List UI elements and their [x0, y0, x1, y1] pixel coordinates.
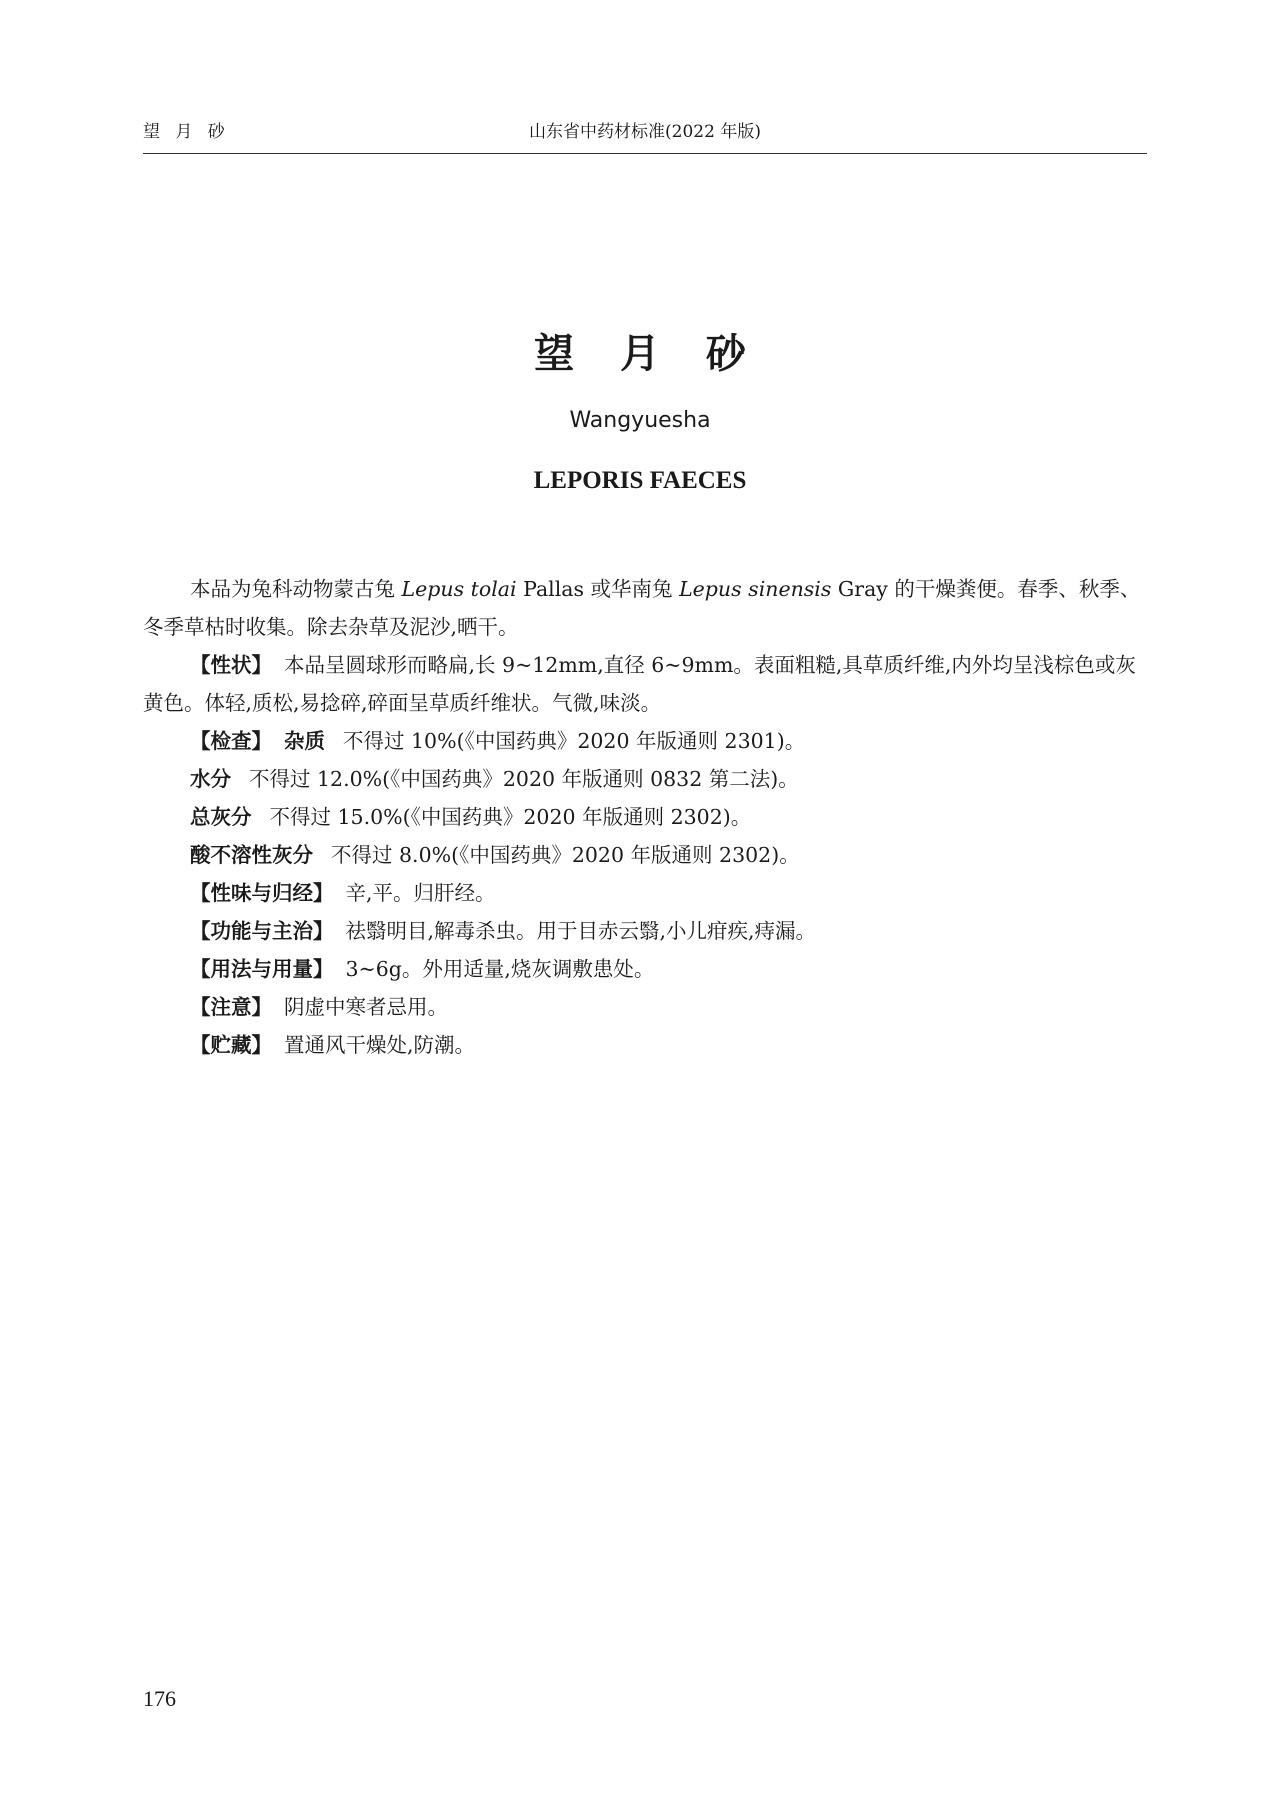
monograph-pinyin: Wangyuesha [569, 408, 711, 433]
impurity-label: 杂质 [284, 729, 325, 753]
monograph-latin-name: LEPORIS FAECES [533, 467, 747, 494]
description-label: 【性状】 [190, 653, 272, 677]
storage-text: 置通风干燥处,防潮。 [284, 1033, 476, 1057]
species-name-1: Lepus tolai [401, 577, 517, 601]
usage-label: 【用法与用量】 [190, 957, 334, 981]
caution-label: 【注意】 [190, 995, 272, 1019]
usage-paragraph [143, 950, 1147, 988]
running-head-book-title: 山东省中药材标准(2022 年版) [529, 122, 761, 142]
nature-meridian-text: 辛,平。归肝经。 [345, 881, 496, 905]
acid-insoluble-ash-paragraph [143, 836, 1147, 874]
monograph-title: 望 月 砂 [534, 331, 762, 377]
inspection-label: 【检查】 [190, 729, 272, 753]
source-text-3: Gray 的干燥粪便。春季、秋季、冬季草枯时收集。除去杂草及泥沙,晒干。 [143, 577, 1141, 639]
nature-meridian-paragraph [143, 874, 1147, 912]
species-name-2: Lepus sinensis [679, 577, 832, 601]
impurity-text: 不得过 10%(《中国药典》2020 年版通则 2301)。 [343, 729, 806, 753]
functions-text: 祛翳明目,解毒杀虫。用于目赤云翳,小儿疳疾,痔漏。 [345, 919, 817, 943]
description-text: 本品呈圆球形而略扁,长 9~12mm,直径 6~9mm。表面粗糙,具草质纤维,内外均呈浅棕色或灰黄色。体轻,质松,易捻碎,碎面呈草质纤维状。气微,味淡。 [143, 653, 1136, 715]
inspection-paragraph [143, 722, 1147, 760]
storage-paragraph [143, 1026, 1147, 1064]
source-text-1: 本品为兔科动物蒙古兔 [190, 577, 402, 601]
usage-text: 3~6g。外用适量,烧灰调敷患处。 [345, 957, 655, 981]
description-paragraph [143, 646, 1147, 722]
total-ash-label: 总灰分 [190, 805, 252, 829]
caution-text: 阴虚中寒者忌用。 [284, 995, 448, 1019]
functions-label: 【功能与主治】 [190, 919, 334, 943]
total-ash-paragraph [143, 798, 1147, 836]
functions-paragraph [143, 912, 1147, 950]
storage-label: 【贮藏】 [190, 1033, 272, 1057]
moisture-paragraph [143, 760, 1147, 798]
total-ash-text: 不得过 15.0%(《中国药典》2020 年版通则 2302)。 [269, 805, 752, 829]
moisture-label: 水分 [190, 767, 231, 791]
monograph-body [143, 570, 1147, 1064]
running-head [143, 113, 1147, 154]
nature-meridian-label: 【性味与归经】 [190, 881, 334, 905]
running-head-section-title: 望 月 砂 [143, 122, 230, 142]
source-text-2: Pallas 或华南兔 [516, 577, 680, 601]
page-number: 176 [143, 1686, 176, 1711]
moisture-text: 不得过 12.0%(《中国药典》2020 年版通则 0832 第二法)。 [249, 767, 799, 791]
acid-insoluble-ash-text: 不得过 8.0%(《中国药典》2020 年版通则 2302)。 [331, 843, 800, 867]
acid-insoluble-ash-label: 酸不溶性灰分 [190, 843, 313, 867]
caution-paragraph [143, 988, 1147, 1026]
source-paragraph [143, 570, 1147, 646]
